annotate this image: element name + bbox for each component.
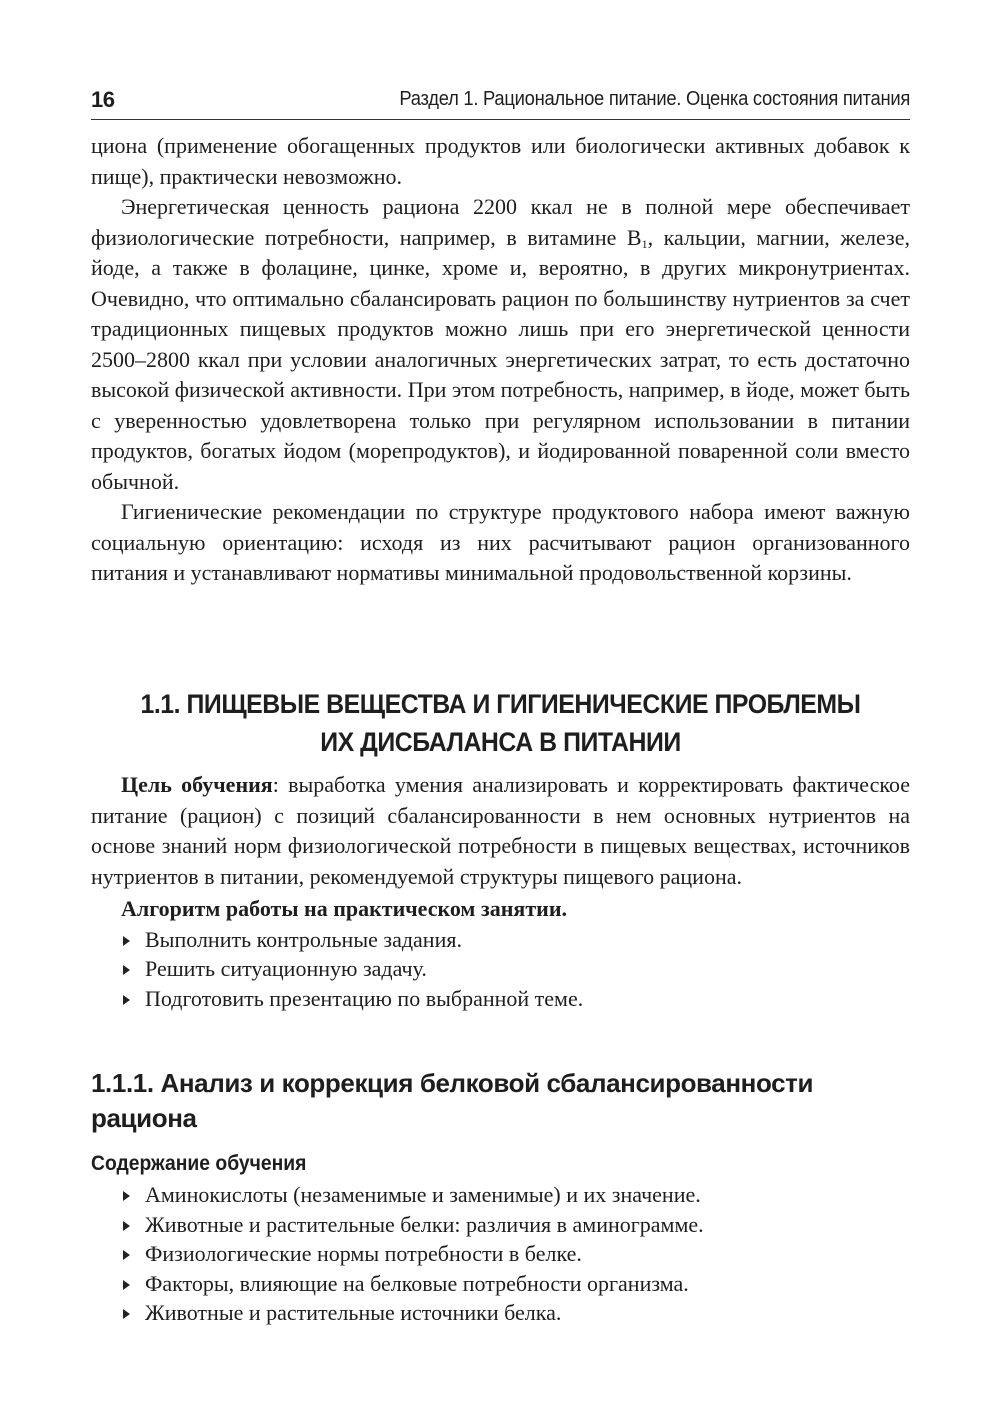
bullet-arrow-icon <box>123 1221 130 1231</box>
paragraph-energy-value <box>91 192 910 497</box>
bullet-arrow-icon <box>123 965 130 975</box>
bullet-arrow-icon <box>123 936 130 946</box>
list-item <box>91 1210 910 1240</box>
list-item-text: Подготовить презентацию по выбранной теме. <box>145 985 584 1011</box>
content-heading: Содержание обучения <box>91 1152 307 1175</box>
list-item <box>91 954 910 984</box>
subsection-title <box>91 1066 910 1136</box>
list-item-text: Животные и растительные белки: различия в аминограмме. <box>145 1211 704 1237</box>
paragraph-text: Энергетическая ценность рациона 2200 ккал не в полной мере обеспечивает физиологические потребности, например, в витамине B <box>91 194 910 250</box>
list-item-text: Факторы, влияющие на белковые потребности организма. <box>145 1270 689 1296</box>
section-title-line2: ИХ ДИСБАЛАНСА В ПИТАНИИ <box>320 727 681 757</box>
intro-text <box>91 131 910 589</box>
content-list <box>91 1180 910 1328</box>
paragraph-text: , кальции, магнии, железе, йоде, а также в фолацине, цинке, хроме и, вероятно, в других микронутриентах. Очевидно, что оптимально сбалансировать рацион по большинству нутриентов за счет традиционных пищевых продуктов можно лишь при его энергетической ценности 2500–2800 ккал при условии аналогичных энергетических затрат, то есть достаточно высокой физической активности. При этом потребность, например, в йоде, может быть с уверенностью удовлетворена только при регулярном использовании в питании продуктов, богатых йодом (морепродуктов), и йодированной поваренной соли вместо обычной. <box>91 224 910 494</box>
paragraph-continued: циона (применение обогащенных продуктов или биологически активных добавок к пище), практически невозможно. <box>91 133 910 189</box>
bullet-arrow-icon <box>123 1309 130 1319</box>
goal-text: : выработка умения анализировать и корректировать фактическое питание (рацион) с позиций сбалансированности в нем основных нутриентов на основе знаний норм физиологической потребности в пищевых веществах, источников нутриентов в питании, рекомендуемой структуры пищевого рациона. <box>91 772 910 889</box>
bullet-arrow-icon <box>123 995 130 1005</box>
goal-label: Цель обучения <box>121 772 273 797</box>
section-title-line1: 1.1. ПИЩЕВЫЕ ВЕЩЕСТВА И ГИГИЕНИЧЕСКИЕ ПРОБЛЕМЫ <box>140 689 861 719</box>
bullet-arrow-icon <box>123 1280 130 1290</box>
list-item <box>91 1180 910 1210</box>
list-item <box>91 1298 910 1328</box>
goal-block <box>91 770 910 1013</box>
list-item <box>91 984 910 1014</box>
running-header <box>91 85 910 120</box>
bullet-arrow-icon <box>123 1250 130 1260</box>
subsection-title-line1: 1.1.1. Анализ и коррекция белковой сбалансированности <box>91 1068 814 1098</box>
list-item-text: Животные и растительные источники белка. <box>145 1300 562 1325</box>
algorithm-list <box>91 925 910 1014</box>
list-item-text: Решить ситуационную задачу. <box>145 956 427 981</box>
section-title <box>124 685 877 761</box>
learning-goal <box>91 770 910 892</box>
content-list-block <box>91 1180 910 1328</box>
list-item <box>91 1269 910 1299</box>
list-item-text: Аминокислоты (незаменимые и заменимые) и их значение. <box>145 1182 701 1207</box>
list-item-text: Физиологические нормы потребности в белке. <box>145 1241 582 1266</box>
list-item <box>91 925 910 955</box>
subscript: 1 <box>641 236 648 251</box>
paragraph-recommendations: Гигиенические рекомендации по структуре продуктового набора имеют важную социальную ориентацию: исходя из них расчитывают рацион организованного питания и устанавливают нормативы минимальной продовольственной корзины. <box>91 499 910 585</box>
list-item <box>91 1239 910 1269</box>
subsection-title-line2: рациона <box>91 1103 197 1133</box>
algorithm-title: Алгоритм работы на практическом занятии. <box>121 896 567 921</box>
bullet-arrow-icon <box>123 1191 130 1201</box>
page-number: 16 <box>91 87 115 112</box>
list-item-text: Выполнить контрольные задания. <box>145 926 462 952</box>
running-title: Раздел 1. Рациональное питание. Оценка состояния питания <box>399 88 910 110</box>
